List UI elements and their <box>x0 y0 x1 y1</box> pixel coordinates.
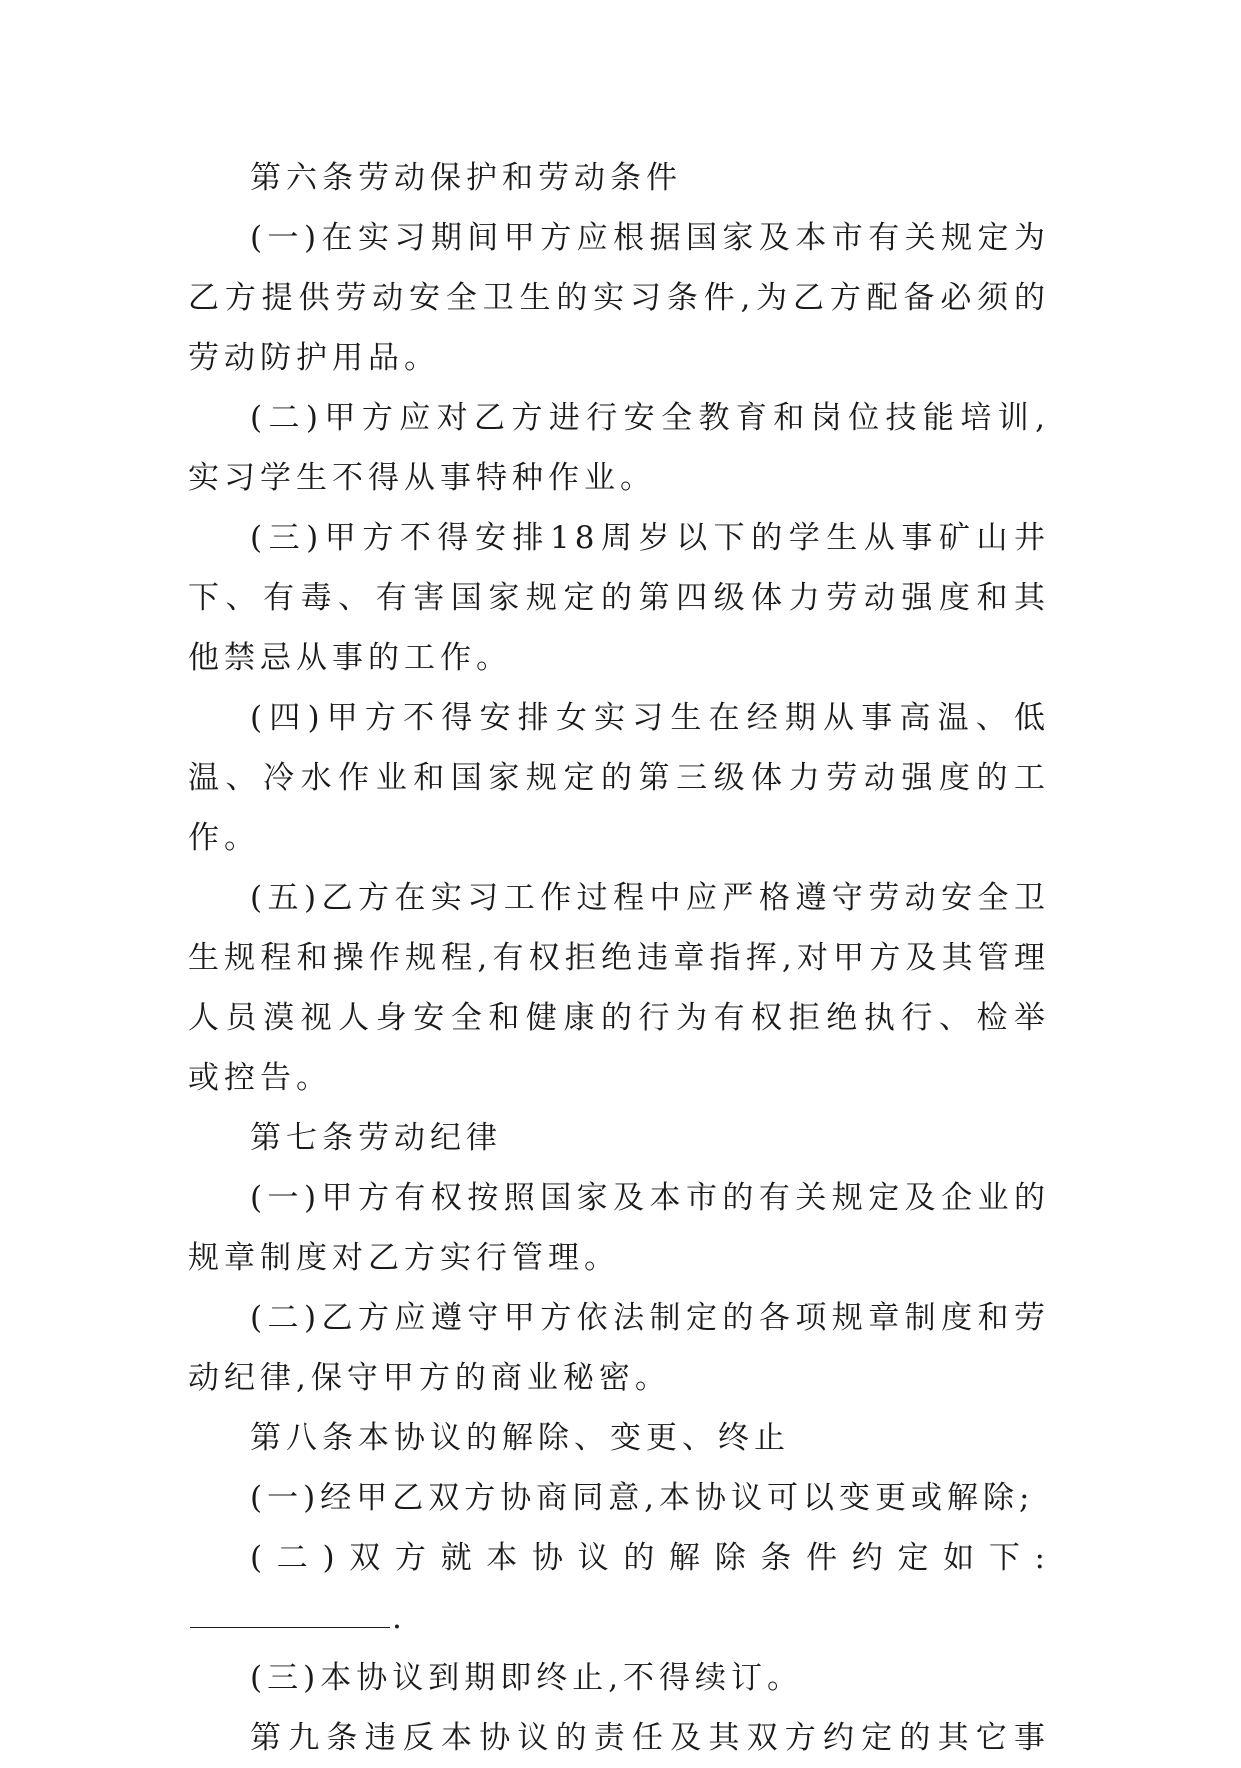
document-page <box>188 148 1050 1768</box>
article-6-clause-3: (三)甲方不得安排18周岁以下的学生从事矿山井下、有毒、有害国家规定的第四级体力劳动强度和其他禁忌从事的工作。 <box>188 520 1050 676</box>
article-8-clause-2 <box>188 1528 1050 1648</box>
article-6-clause-1: (一)在实习期间甲方应根据国家及本市有关规定为乙方提供劳动安全卫生的实习条件,为乙方配备必须的劳动防护用品。 <box>188 220 1050 376</box>
clause-text: (二)双方就本协议的解除条件约定如下: <box>250 1540 1050 1576</box>
article-6-clause-4: (四)甲方不得安排女实习生在经期从事高温、低温、冷水作业和国家规定的第三级体力劳动强度的工作。 <box>188 700 1050 856</box>
article-6-clause-5: (五)乙方在实习工作过程中应严格遵守劳动安全卫生规程和操作规程,有权拒绝违章指挥,对甲方及其管理人员漠视人身安全和健康的行为有权拒绝执行、检举或控告。 <box>188 880 1050 1096</box>
clause-end-mark: . <box>392 1600 407 1636</box>
article-8-heading: 第八条本协议的解除、变更、终止 <box>250 1420 790 1456</box>
article-7-heading: 第七条劳动纪律 <box>250 1120 502 1156</box>
article-7-clause-1: (一)甲方有权按照国家及本市的有关规定及企业的规章制度对乙方实行管理。 <box>188 1180 1050 1276</box>
article-8-clause-3: (三)本协议到期即终止,不得续订。 <box>250 1660 804 1696</box>
article-8-clause-1: (一)经甲乙双方协商同意,本协议可以变更或解除; <box>250 1480 1035 1516</box>
article-9-heading: 第九条违反本协议的责任及其双方约定的其它事 <box>250 1720 1050 1756</box>
article-7-clause-2: (二)乙方应遵守甲方依法制定的各项规章制度和劳动纪律,保守甲方的商业秘密。 <box>188 1300 1050 1396</box>
article-6-heading: 第六条劳动保护和劳动条件 <box>250 160 682 196</box>
fill-in-blank-line <box>190 1601 390 1628</box>
article-6-clause-2: (二)甲方应对乙方进行安全教育和岗位技能培训,实习学生不得从事特种作业。 <box>188 400 1050 496</box>
